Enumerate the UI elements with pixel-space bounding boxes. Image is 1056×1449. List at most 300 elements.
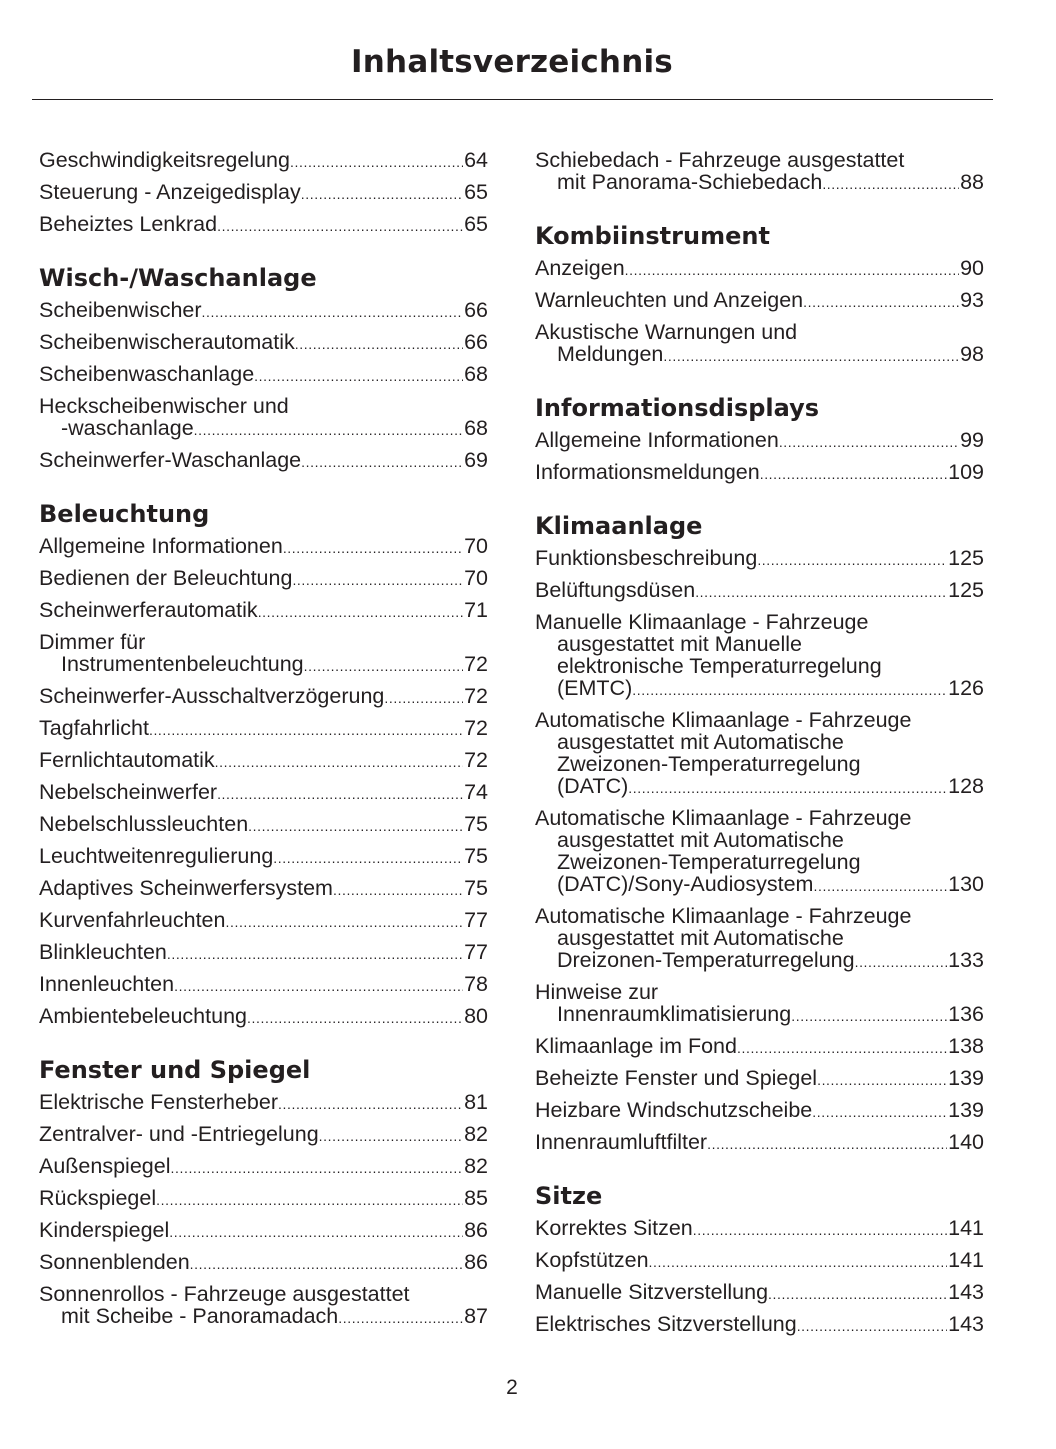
toc-entry[interactable] <box>39 809 488 841</box>
toc-entry-line <box>535 547 984 571</box>
toc-entry-page[interactable]: 90 <box>960 256 984 280</box>
toc-entry[interactable] <box>535 803 984 901</box>
toc-entry-line <box>535 927 984 949</box>
toc-entry-line <box>535 321 984 343</box>
dot-leader <box>304 655 463 677</box>
toc-entry-title: Geschwindigkeitsregelung <box>39 148 290 172</box>
toc-entry-line <box>39 685 488 709</box>
toc-entry-title: Manuelle Klimaanlage - Fahrzeuge <box>535 610 869 634</box>
toc-entry-page[interactable]: 66 <box>464 330 488 354</box>
section-heading: Kombiinstrument <box>535 222 770 250</box>
toc-entry[interactable] <box>39 531 488 563</box>
toc-entry[interactable] <box>535 1095 984 1127</box>
toc-entry-title: Scheinwerfer-Ausschaltverzögerung <box>39 684 385 708</box>
toc-entry-page[interactable]: 70 <box>464 534 488 558</box>
toc-entry-title: -waschanlage <box>61 416 194 440</box>
toc-entry-line <box>535 709 984 731</box>
toc-entry[interactable] <box>535 1245 984 1277</box>
toc-entry-page[interactable]: 81 <box>464 1090 488 1114</box>
dot-leader <box>169 1221 463 1243</box>
toc-entry-line <box>39 1251 488 1275</box>
toc-entry-line <box>39 1283 488 1305</box>
toc-entry-line <box>535 149 984 171</box>
dot-leader <box>812 1101 947 1123</box>
toc-entry-page[interactable]: 133 <box>948 948 984 972</box>
toc-entry[interactable] <box>39 1001 488 1033</box>
toc-entry-title: Warnleuchten und Anzeigen <box>535 288 804 312</box>
toc-entry-line <box>535 1249 984 1273</box>
toc-entry-page[interactable]: 139 <box>948 1066 984 1090</box>
dot-leader <box>301 451 463 473</box>
toc-entry-page[interactable]: 75 <box>464 812 488 836</box>
toc-entry[interactable] <box>39 873 488 905</box>
toc-entry-line <box>39 909 488 933</box>
toc-entry[interactable] <box>39 777 488 809</box>
toc-entry[interactable] <box>535 1063 984 1095</box>
toc-entry[interactable] <box>535 1277 984 1309</box>
toc-entry-title: Zweizonen-Temperaturregelung <box>557 850 861 874</box>
toc-entry[interactable] <box>535 607 984 705</box>
toc-entry-title: Zentralver- und -Entriegelung <box>39 1122 319 1146</box>
toc-entry[interactable] <box>39 445 488 477</box>
title-divider <box>32 99 993 100</box>
section-heading: Wisch-/Waschanlage <box>39 264 317 292</box>
toc-entry[interactable] <box>39 1119 488 1151</box>
toc-entry-line <box>39 535 488 559</box>
toc-entry-title: Elektrisches Sitzverstellung <box>535 1312 797 1336</box>
dot-leader <box>217 783 463 805</box>
toc-entry-page[interactable]: 77 <box>464 940 488 964</box>
toc-entry-title: Heizbare Windschutzscheibe <box>535 1098 813 1122</box>
toc-entry-page[interactable]: 128 <box>948 774 984 798</box>
toc-entry-title: Scheibenwischerautomatik <box>39 330 295 354</box>
toc-entry-line <box>39 149 488 173</box>
dot-leader <box>760 463 947 485</box>
toc-entry-line <box>39 631 488 653</box>
toc-column-right <box>535 145 984 1341</box>
toc-entry-title: Elektrische Fensterheber <box>39 1090 278 1114</box>
section-heading: Informationsdisplays <box>535 394 820 422</box>
toc-entry-title: Akustische Warnungen und <box>535 320 798 344</box>
dot-leader <box>813 875 947 897</box>
dot-leader <box>225 911 463 933</box>
toc-entry-line <box>535 775 984 799</box>
toc-entry-page[interactable]: 77 <box>464 908 488 932</box>
toc-entry-line <box>39 1155 488 1179</box>
toc-entry[interactable] <box>39 1087 488 1119</box>
toc-entry-line <box>39 717 488 741</box>
dot-leader <box>625 259 959 281</box>
toc-entry-page[interactable]: 109 <box>948 460 984 484</box>
toc-entry-title: (DATC) <box>557 774 629 798</box>
toc-entry[interactable] <box>39 1183 488 1215</box>
toc-entry-title: Adaptives Scheinwerfersystem <box>39 876 333 900</box>
toc-entry-line <box>39 331 488 355</box>
toc-entry-line <box>39 213 488 237</box>
toc-entry-title: Steuerung - Anzeigedisplay <box>39 180 301 204</box>
toc-entry-page[interactable]: 140 <box>948 1130 984 1154</box>
dot-leader <box>779 431 959 453</box>
toc-entry-line <box>535 829 984 851</box>
toc-entry-line <box>39 877 488 901</box>
toc-entry-line <box>39 813 488 837</box>
toc-entry-title: Scheinwerfer-Waschanlage <box>39 448 302 472</box>
toc-entry-page[interactable]: 70 <box>464 566 488 590</box>
toc-column-left <box>39 145 488 1333</box>
section-heading: Sitze <box>535 1182 603 1210</box>
toc-entry-page[interactable]: 143 <box>948 1280 984 1304</box>
toc-entry-line <box>39 417 488 441</box>
toc-entry[interactable] <box>39 595 488 627</box>
dot-leader <box>695 581 947 603</box>
toc-entry-page[interactable]: 66 <box>464 298 488 322</box>
toc-entry-page[interactable]: 86 <box>464 1250 488 1274</box>
toc-entry-title: Rückspiegel <box>39 1186 157 1210</box>
toc-entry-page[interactable]: 130 <box>948 872 984 896</box>
toc-entry-title: Tagfahrlicht <box>39 716 149 740</box>
toc-entry-title: Fernlichtautomatik <box>39 748 215 772</box>
section-heading: Beleuchtung <box>39 500 210 528</box>
toc-entry-line <box>535 579 984 603</box>
toc-entry-line <box>535 257 984 281</box>
toc-entry-page[interactable]: 74 <box>464 780 488 804</box>
toc-entry[interactable] <box>535 575 984 607</box>
toc-entry-line <box>535 873 984 897</box>
page-number: 2 <box>506 1376 518 1399</box>
toc-entry[interactable] <box>39 841 488 873</box>
toc-entry-title: Allgemeine Informationen <box>535 428 779 452</box>
toc-entry-page[interactable]: 72 <box>464 716 488 740</box>
dot-leader <box>167 943 463 965</box>
dot-leader <box>258 601 463 623</box>
dot-leader <box>273 847 463 869</box>
toc-entry-title: Leuchtweitenregulierung <box>39 844 274 868</box>
toc-entry[interactable] <box>535 1127 984 1159</box>
toc-entry-line <box>535 1281 984 1305</box>
toc-entry-line <box>535 851 984 873</box>
toc-entry[interactable] <box>39 745 488 777</box>
toc-entry[interactable] <box>39 713 488 745</box>
dot-leader <box>283 537 463 559</box>
toc-entry-title: Nebelscheinwerfer <box>39 780 218 804</box>
toc-entry-line <box>535 1131 984 1155</box>
toc-entry-title: Funktionsbeschreibung <box>535 546 758 570</box>
toc-entry[interactable] <box>39 209 488 241</box>
dot-leader <box>202 301 464 323</box>
toc-entry-title: Außenspiegel <box>39 1154 171 1178</box>
toc-entry-title: Innenraumluftfilter <box>535 1130 708 1154</box>
toc-entry-line <box>535 731 984 753</box>
toc-entry-title: Beheizte Fenster und Spiegel <box>535 1066 818 1090</box>
dot-leader <box>737 1037 947 1059</box>
toc-entry-line <box>535 677 984 701</box>
toc-entry-line <box>535 633 984 655</box>
toc-entry-title: Automatische Klimaanlage - Fahrzeuge <box>535 806 912 830</box>
toc-entry-page[interactable]: 72 <box>464 652 488 676</box>
dot-leader <box>149 719 463 741</box>
toc-entry-page[interactable]: 65 <box>464 212 488 236</box>
toc-entry-line <box>535 289 984 313</box>
toc-entry-title: Automatische Klimaanlage - Fahrzeuge <box>535 708 912 732</box>
toc-entry[interactable] <box>39 1247 488 1279</box>
dot-leader <box>248 815 463 837</box>
dot-leader <box>817 1069 947 1091</box>
toc-entry-page[interactable]: 141 <box>948 1248 984 1272</box>
toc-entry-title: Heckscheibenwischer und <box>39 394 289 418</box>
toc-entry-title: Anzeigen <box>535 256 625 280</box>
toc-entry-line <box>535 807 984 829</box>
toc-entry-line <box>535 461 984 485</box>
toc-entry-title: Innenraumklimatisierung <box>557 1002 792 1026</box>
dot-leader <box>247 1007 463 1029</box>
toc-entry-title: Kinderspiegel <box>39 1218 170 1242</box>
toc-entry-line <box>535 343 984 367</box>
toc-entry-line <box>39 449 488 473</box>
toc-entry-line <box>535 1035 984 1059</box>
toc-entry-line <box>39 1187 488 1211</box>
dot-leader <box>319 1125 463 1147</box>
dot-leader <box>707 1133 947 1155</box>
toc-entry-title: Nebelschlussleuchten <box>39 812 249 836</box>
toc-entry-title: Instrumentenbeleuchtung <box>61 652 304 676</box>
toc-entry[interactable] <box>535 705 984 803</box>
toc-entry-line <box>39 395 488 417</box>
toc-entry[interactable] <box>39 177 488 209</box>
toc-entry-page[interactable]: 82 <box>464 1154 488 1178</box>
toc-entry-page[interactable]: 64 <box>464 148 488 172</box>
dot-leader <box>632 679 947 701</box>
toc-entry[interactable] <box>39 681 488 713</box>
dot-leader <box>278 1093 463 1115</box>
toc-entry-line <box>39 1091 488 1115</box>
dot-leader <box>797 1315 947 1337</box>
toc-entry-line <box>39 845 488 869</box>
dot-leader <box>295 333 463 355</box>
toc-entry-title: Meldungen <box>557 342 664 366</box>
dot-leader <box>663 345 959 367</box>
toc-entry[interactable] <box>535 901 984 977</box>
toc-entry-page[interactable]: 141 <box>948 1216 984 1240</box>
toc-entry-title: (EMTC) <box>557 676 633 700</box>
dot-leader <box>301 183 463 205</box>
toc-entry-line <box>39 973 488 997</box>
toc-entry-line <box>39 599 488 623</box>
toc-entry[interactable] <box>39 969 488 1001</box>
dot-leader <box>290 151 463 173</box>
section-heading: Fenster und Spiegel <box>39 1056 311 1084</box>
toc-entry[interactable] <box>535 425 984 457</box>
dot-leader <box>190 1253 463 1275</box>
toc-entry-line <box>535 981 984 1003</box>
toc-entry-line <box>39 941 488 965</box>
dot-leader <box>803 291 959 313</box>
toc-entry-page[interactable]: 68 <box>464 416 488 440</box>
toc-entry-title: ausgestattet mit Manuelle <box>557 632 802 656</box>
dot-leader <box>338 1307 463 1329</box>
toc-entry-page[interactable]: 88 <box>960 170 984 194</box>
toc-entry-line <box>535 1067 984 1091</box>
toc-entry-line <box>535 611 984 633</box>
section-heading: Klimaanlage <box>535 512 703 540</box>
dot-leader <box>254 365 463 387</box>
toc-entry-page[interactable]: 75 <box>464 844 488 868</box>
dot-leader <box>217 215 463 237</box>
toc-entry-page[interactable]: 93 <box>960 288 984 312</box>
toc-entry-title: Allgemeine Informationen <box>39 534 283 558</box>
toc-entry-page[interactable]: 98 <box>960 342 984 366</box>
toc-entry-line <box>39 299 488 323</box>
toc-entry[interactable] <box>39 1151 488 1183</box>
toc-entry-line <box>39 1123 488 1147</box>
toc-entry[interactable] <box>535 1309 984 1341</box>
dot-leader <box>292 569 463 591</box>
toc-entry-title: Innenleuchten <box>39 972 175 996</box>
toc-entry-line <box>535 171 984 195</box>
toc-entry-page[interactable]: 125 <box>948 546 984 570</box>
toc-entry-page[interactable]: 136 <box>948 1002 984 1026</box>
dot-leader <box>384 687 463 709</box>
toc-entry-line <box>39 181 488 205</box>
toc-entry-page[interactable]: 143 <box>948 1312 984 1336</box>
toc-entry-line <box>39 1219 488 1243</box>
toc-entry-line <box>39 1305 488 1329</box>
toc-entry-title: ausgestattet mit Automatische <box>557 730 844 754</box>
dot-leader <box>333 879 463 901</box>
toc-entry-line <box>39 567 488 591</box>
toc-entry-title: Kurvenfahrleuchten <box>39 908 226 932</box>
dot-leader <box>649 1251 948 1273</box>
toc-entry-title: Blinkleuchten <box>39 940 167 964</box>
toc-entry[interactable] <box>39 1279 488 1333</box>
dot-leader <box>156 1189 463 1211</box>
toc-entry[interactable] <box>39 563 488 595</box>
toc-entry-title: Klimaanlage im Fond <box>535 1034 737 1058</box>
toc-entry-line <box>535 1099 984 1123</box>
toc-entry-line <box>535 753 984 775</box>
toc-entry-page[interactable]: 85 <box>464 1186 488 1210</box>
toc-entry-title: Zweizonen-Temperaturregelung <box>557 752 861 776</box>
toc-entry-line <box>535 1313 984 1337</box>
toc-entry-title: Scheibenwaschanlage <box>39 362 255 386</box>
toc-entry-title: elektronische Temperaturregelung <box>557 654 882 678</box>
toc-entry[interactable] <box>535 1213 984 1245</box>
toc-entry-title: Beheiztes Lenkrad <box>39 212 218 236</box>
toc-entry-title: Dreizonen-Temperaturregelung <box>557 948 855 972</box>
dot-leader <box>194 419 463 441</box>
toc-entry[interactable] <box>535 285 984 317</box>
toc-entry-title: Bedienen der Beleuchtung <box>39 566 293 590</box>
toc-entry[interactable] <box>535 543 984 575</box>
toc-entry[interactable] <box>39 627 488 681</box>
toc-entry-title: Informationsmeldungen <box>535 460 760 484</box>
toc-entry[interactable] <box>39 295 488 327</box>
toc-entry-page[interactable]: 99 <box>960 428 984 452</box>
toc-entry-line <box>535 1003 984 1027</box>
toc-entry[interactable] <box>535 253 984 285</box>
toc-entry-page[interactable]: 126 <box>948 676 984 700</box>
dot-leader <box>174 975 463 997</box>
toc-entry-title: Manuelle Sitzverstellung <box>535 1280 769 1304</box>
dot-leader <box>768 1283 947 1305</box>
toc-entry-page[interactable]: 72 <box>464 684 488 708</box>
toc-entry[interactable] <box>39 937 488 969</box>
toc-entry-page[interactable]: 80 <box>464 1004 488 1028</box>
toc-entry[interactable] <box>535 145 984 199</box>
toc-entry[interactable] <box>535 317 984 371</box>
dot-leader <box>693 1219 947 1241</box>
toc-entry[interactable] <box>39 359 488 391</box>
dot-leader <box>215 751 463 773</box>
page-title: Inhaltsverzeichnis <box>351 44 673 80</box>
toc-entry[interactable] <box>535 977 984 1031</box>
toc-entry-title: Kopfstützen <box>535 1248 649 1272</box>
toc-entry-line <box>535 429 984 453</box>
toc-entry[interactable] <box>39 905 488 937</box>
toc-entry-title: Scheinwerferautomatik <box>39 598 258 622</box>
toc-entry[interactable] <box>535 1031 984 1063</box>
toc-entry-page[interactable]: 138 <box>948 1034 984 1058</box>
dot-leader <box>757 549 947 571</box>
toc-entry-title: Sonnenrollos - Fahrzeuge ausgestattet <box>39 1282 410 1306</box>
toc-entry-page[interactable]: 71 <box>464 598 488 622</box>
toc-entry-title: ausgestattet mit Automatische <box>557 828 844 852</box>
toc-entry-title: Ambientebeleuchtung <box>39 1004 247 1028</box>
toc-entry-title: Automatische Klimaanlage - Fahrzeuge <box>535 904 912 928</box>
toc-entry[interactable] <box>39 145 488 177</box>
toc-entry-line <box>39 363 488 387</box>
toc-entry-page[interactable]: 82 <box>464 1122 488 1146</box>
dot-leader <box>628 777 947 799</box>
toc-entry-title: Hinweise zur <box>535 980 659 1004</box>
toc-entry-line <box>39 1005 488 1029</box>
dot-leader <box>170 1157 463 1179</box>
toc-entry-page[interactable]: 125 <box>948 578 984 602</box>
toc-entry-title: Schiebedach - Fahrzeuge ausgestattet <box>535 148 905 172</box>
toc-entry-page[interactable]: 87 <box>464 1304 488 1328</box>
toc-entry-page[interactable]: 69 <box>464 448 488 472</box>
toc-entry-title: Sonnenblenden <box>39 1250 190 1274</box>
toc-entry-page[interactable]: 86 <box>464 1218 488 1242</box>
dot-leader <box>822 173 959 195</box>
toc-entry-page[interactable]: 65 <box>464 180 488 204</box>
toc-entry-title: mit Panorama-Schiebedach <box>557 170 823 194</box>
dot-leader <box>855 951 948 973</box>
toc-entry-line <box>535 905 984 927</box>
toc-entry-title: ausgestattet mit Automatische <box>557 926 844 950</box>
toc-entry-line <box>535 655 984 677</box>
toc-entry[interactable] <box>535 457 984 489</box>
toc-entry-page[interactable]: 75 <box>464 876 488 900</box>
toc-entry-page[interactable]: 139 <box>948 1098 984 1122</box>
toc-entry[interactable] <box>39 1215 488 1247</box>
toc-entry-line <box>39 781 488 805</box>
toc-entry-line <box>535 949 984 973</box>
toc-entry[interactable] <box>39 327 488 359</box>
toc-entry-title: mit Scheibe - Panoramadach <box>61 1304 339 1328</box>
toc-entry-page[interactable]: 68 <box>464 362 488 386</box>
toc-entry-title: Dimmer für <box>39 630 146 654</box>
toc-entry-title: Belüftungsdüsen <box>535 578 696 602</box>
toc-entry-title: (DATC)/Sony-Audiosystem <box>557 872 814 896</box>
toc-entry[interactable] <box>39 391 488 445</box>
toc-entry-page[interactable]: 78 <box>464 972 488 996</box>
toc-entry-line <box>39 749 488 773</box>
dot-leader <box>791 1005 947 1027</box>
toc-entry-page[interactable]: 72 <box>464 748 488 772</box>
toc-entry-line <box>535 1217 984 1241</box>
toc-entry-line <box>39 653 488 677</box>
toc-entry-title: Korrektes Sitzen <box>535 1216 693 1240</box>
